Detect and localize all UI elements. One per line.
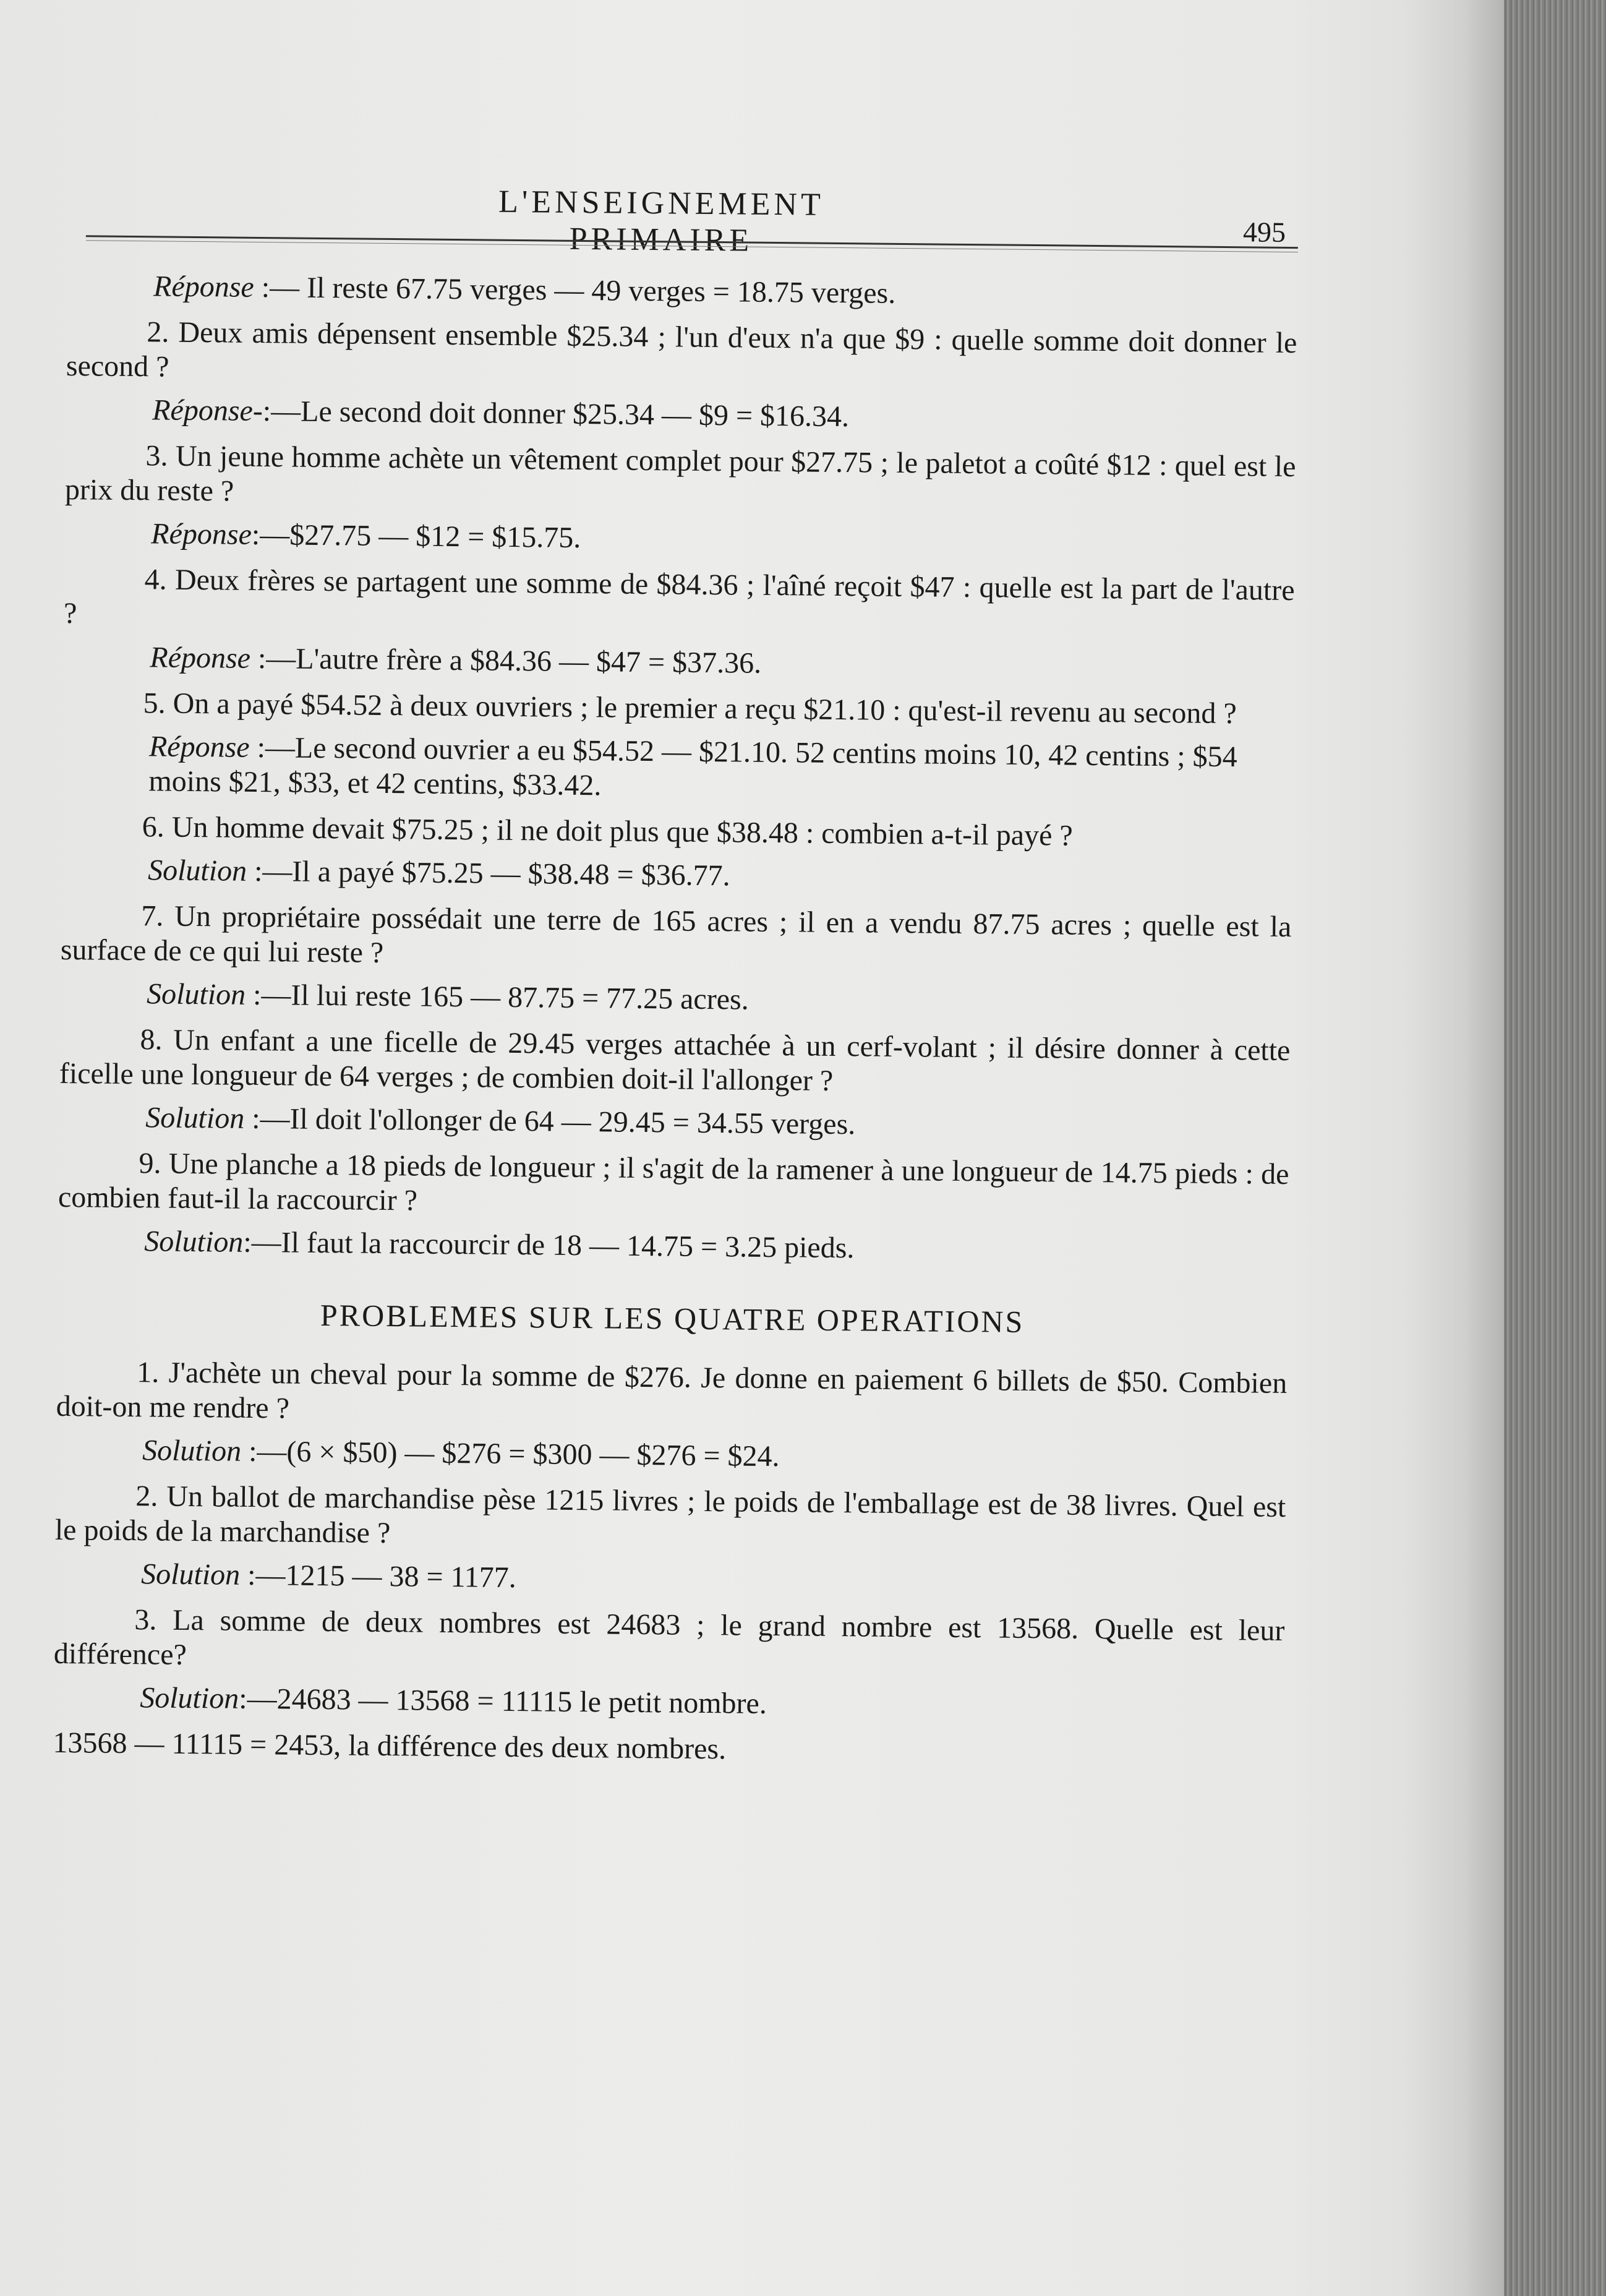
solution-text: :—1215 — 38 = 1177. [239,1558,517,1595]
problem-paragraph: 6. Un homme devait $75.25 ; il ne doit plus que $38.48 : combien a-t-il payé ? [142,810,1073,852]
problem-paragraph: 2. Deux amis dépensent ensemble $25.34 ; l'un d'eux n'a que $9 : quelle somme doit donner le second ? [66,315,1297,383]
problem-paragraph: 5. On a payé $54.52 à deux ouvriers ; le premier a reçu $21.10 : qu'est-il revenu au second ? [143,687,1237,730]
problem-paragraph: 4. Deux frères se partagent une somme de $84.36 ; l'aîné reçoit $47 : quelle est la part de l'autre ? [63,563,1295,630]
answer-text: :—Le second doit donner $25.34 — $9 = $16.34. [262,395,850,434]
answer-text: :—L'autre frère a $84.36 — $47 = $37.36. [250,641,762,680]
solution-line [53,1680,1284,1726]
solution-text: :—Il faut la raccourcir de 18 — 14.75 = 3.25 pieds. [243,1225,855,1265]
solution-line [56,1433,1286,1479]
answer-line [64,516,1295,562]
page-edges [1504,0,1606,2296]
section-heading: PROBLEMES SUR LES QUATRE OPERATIONS [320,1298,1025,1339]
page-number: 495 [1242,216,1286,248]
answer-line [63,640,1294,686]
solution-text: :—Il lui reste 165 — 87.75 = 77.25 acres. [245,978,749,1016]
solution-text: :—(6 × $50) — $276 = $300 — $276 = $24. [241,1434,780,1473]
answer-label: Réponse [153,270,255,304]
answer-line [66,392,1296,439]
answer-line [67,268,1297,315]
answer-text: :—Le second ouvrier a eu $54.52 — $21.10. 52 centins moins 10, 42 centins ; $54 moins $21, $33, et 42 centins, $33.42. [148,730,1237,802]
solution-line [60,976,1291,1022]
solution-label: Solution [139,1681,239,1715]
solution-label: Solution [146,977,246,1011]
answer-label: Réponse [148,730,250,764]
solution-line [58,1223,1288,1270]
problem-paragraph: 2. Un ballot de marchandise pèse 1215 livres ; le poids de l'emballage est de 38 livres. Quel est le poids de la marchandise ? [54,1480,1286,1550]
problem-paragraph: 8. Un enfant a une ficelle de 29.45 verges attachée à un cerf-volant ; il désire donner à cette ficelle une longueur de 64 verges ; de combien doit-il l'allonger ? [59,1023,1291,1097]
running-title: L'ENSEIGNEMENT PRIMAIRE [498,184,825,259]
answer-line [62,729,1293,810]
solution-label: Solution [145,1101,245,1135]
answer-label: Réponse- [152,393,263,428]
problem-paragraph: 9. Une planche a 18 pieds de longueur ; il s'agit de la ramener à une longueur de 14.75 pieds : de combien faut-il la raccourcir ? [58,1147,1289,1217]
solution-line [54,1556,1285,1603]
page-header [67,167,1299,259]
page-content [53,167,1299,1772]
problem-paragraph: 3. La somme de deux nombres est 24683 ; le grand nombre est 13568. Quelle est leur différence? [53,1603,1285,1671]
answer-label: Réponse [150,641,251,675]
solution-text: :—Il doit l'ollonger de 64 — 29.45 = 34.55 verges. [244,1102,856,1141]
solution-line [61,852,1292,899]
answer-label: Réponse [151,517,252,551]
solution-text: :—24683 — 13568 = 11115 le petit nombre. [239,1682,767,1720]
problem-paragraph: 3. Un jeune homme achète un vêtement complet pour $27.75 ; le paletot a coûté $12 : quel est le prix du reste ? [64,439,1296,508]
solution-label: Solution [140,1557,241,1591]
part2-block [53,1355,1287,1772]
answer-text: :—$27.75 — $12 = $15.75. [251,518,581,554]
body-text [53,268,1297,1772]
solution-line [59,1100,1289,1146]
solution-label: Solution [142,1434,242,1468]
problem-paragraph: 1. J'achète un cheval pour la somme de $276. Je donne en paiement 6 billets de $50. Combien doit-on me rendre ? [56,1356,1288,1425]
gutter-shadow [1405,0,1504,2296]
solution-label: Solution [147,854,247,888]
solution-continuation: 13568 — 11115 = 2453, la différence des deux nombres. [53,1726,727,1766]
answer-text: :— Il reste 67.75 verges — 49 verges = 18.75 verges. [254,270,896,310]
solution-label: Solution [144,1225,244,1259]
part1-block [58,268,1297,1270]
problem-paragraph: 7. Un propriétaire possédait une terre de 165 acres ; il en a vendu 87.75 acres ; quelle est la surface de ce qui lui reste ? [60,899,1292,969]
solution-text: :—Il a payé $75.25 — $38.48 = $36.77. [246,854,730,893]
